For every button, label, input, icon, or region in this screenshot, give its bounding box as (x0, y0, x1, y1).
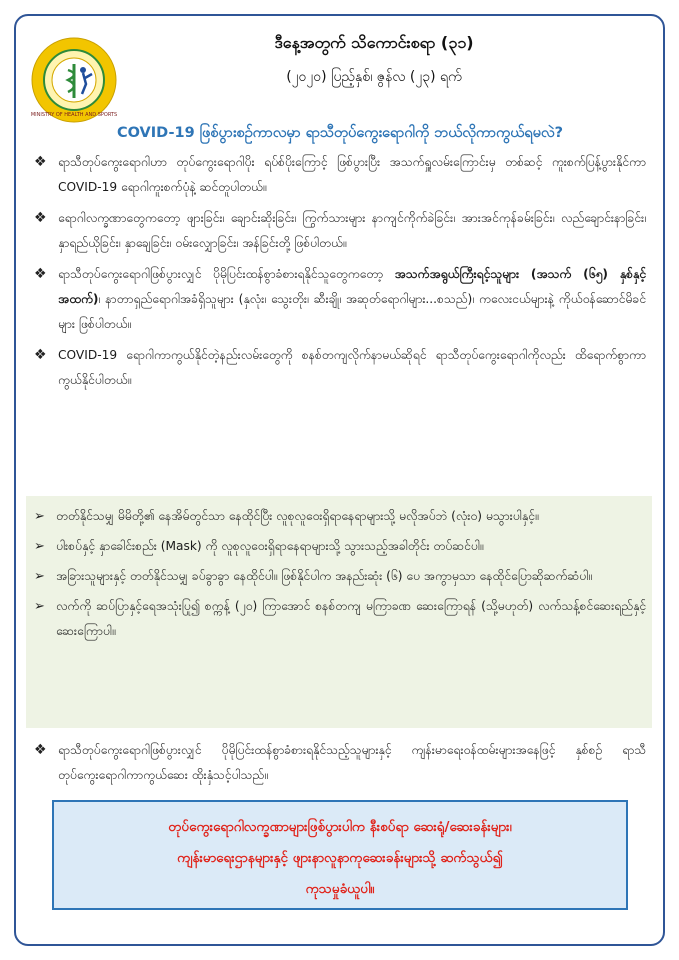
arrow-bullet-icon: ➢ (34, 539, 45, 554)
diamond-bullet-icon: ❖ (34, 266, 47, 282)
callout-line: ကျန်းမာရေးဌာနများနှင့် ဖျားနာလူနာကုဆေးခန်းများသို့ ဆက်သွယ်၍ (177, 850, 503, 866)
prevention-point (34, 534, 646, 559)
info-point-text: ရောဂါလက္ခဏာတွေကတော့ ဖျားခြင်း၊ ချောင်းဆိုးခြင်း၊ ကြွက်သားများ နာကျင်ကိုက်ခဲခြင်း၊ အားအင်ကုန်ခမ်းခြင်း၊ လည်ချောင်းနာခြင်း၊ နှာရည်ယိုခြင်း၊ နှာချေခြင်း၊ ဝမ်းလျှောခြင်း၊ အန်ခြင်းတို့ ဖြစ်ပါတယ်။ (58, 211, 646, 250)
prevention-section (34, 504, 646, 649)
info-point (34, 343, 646, 393)
prevention-point-text: ပါးစပ်နှင့် နှာခေါင်းစည်း (Mask) ကို လူစုလူဝေးရှိရာနေရာများသို့ သွားသည့်အခါတိုင်း တပ်ဆင်ပါ။ (56, 539, 484, 553)
ministry-logo (30, 36, 118, 124)
prevention-point-text: လက်ကို ဆပ်ပြာနှင့်ရေအသုံးပြု၍ စက္ကန့် (၂၀) ကြာအောင် စနစ်တကျ မကြာခဏ ဆေးကြောရန် (သို့မဟုတ်) လက်သန့်စင်ဆေးရည်နှင့် ဆေးကြောပါ။ (56, 599, 646, 638)
prevention-point-text: တတ်နိုင်သမျှ မိမိတို့၏ နေအိမ်တွင်သာ နေထိုင်ပြီး လူစုလူဝေးရှိရာနေရာများသို့ မလိုအပ်ဘဲ (လုံးဝ) မသွားပါနှင့်။ (56, 509, 539, 523)
arrow-bullet-icon: ➢ (34, 599, 45, 614)
arrow-bullet-icon: ➢ (34, 509, 45, 524)
issue-date: (၂၀၂၀) ပြည့်နှစ်၊ ဇွန်လ (၂၃) ရက် (286, 69, 462, 85)
info-point (34, 206, 646, 256)
arrow-bullet-icon: ➢ (34, 569, 45, 584)
prevention-point (34, 594, 646, 644)
page-title: ဒီနေ့အတွက် သိကောင်းစရာ (၃၁) (274, 33, 474, 52)
header (124, 30, 624, 90)
info-point (34, 262, 646, 337)
prevention-point (34, 564, 646, 589)
diamond-bullet-icon: ❖ (34, 742, 47, 758)
vaccine-point (34, 738, 646, 788)
info-point (34, 150, 646, 200)
page-subtitle: COVID-19 ဖြစ်ပွားစဉ်ကာလမှာ ရာသီတုပ်ကွေးရောဂါကို ဘယ်လိုကာကွယ်ရမလဲ? (116, 125, 564, 141)
logo-ring-text: MINISTRY OF HEALTH AND SPORTS (30, 112, 118, 118)
prevention-point (34, 504, 646, 529)
prevention-point-text: အခြားသူများနှင့် တတ်နိုင်သမျှ ခပ်ခွာခွာ နေထိုင်ပါ။ ဖြစ်နိုင်ပါက အနည်းဆုံး (၆) ပေ အကွာမှသာ နေထိုင်ပြောဆိုဆက်ဆံပါ။ (56, 569, 592, 583)
info-point-text: COVID-19 ရောဂါကာကွယ်နိုင်တဲ့နည်းလမ်းတွေကို စနစ်တကျလိုက်နာမယ်ဆိုရင် ရာသီတုပ်ကွေးရောဂါကိုလည်း ထိရောက်စွာကာကွယ်နိုင်ပါတယ်။ (58, 348, 646, 387)
diamond-bullet-icon: ❖ (34, 347, 47, 363)
diamond-bullet-icon: ❖ (34, 210, 47, 226)
high-risk-emphasis: အသက်အရွယ်ကြီးရင့်သူများ (အသက် (၆၅) နှစ်နှင့် အထက်) (58, 267, 646, 306)
vaccine-section (34, 738, 646, 794)
alert-callout-box (52, 800, 628, 910)
callout-line: တုပ်ကွေးရောဂါလက္ခဏာများဖြစ်ပွားပါက နီးစပ်ရာ ဆေးရုံ/ဆေးခန်းများ၊ (168, 819, 512, 835)
vaccine-point-text: ရာသီတုပ်ကွေးရောဂါဖြစ်ပွားလျှင် ပိုမိုပြင်းထန်စွာခံစားရနိုင်သည့်သူများနှင့် ကျန်းမာရေးဝန်ထမ်းများအနေဖြင့် နှစ်စဉ် ရာသီတုပ်ကွေးရောဂါကာကွယ်ဆေး ထိုးနှံသင့်ပါသည်။ (58, 743, 646, 782)
diamond-bullet-icon: ❖ (34, 154, 47, 170)
info-point-text: ရာသီတုပ်ကွေးရောဂါဖြစ်ပွားလျှင် ပိုမိုပြင်းထန်စွာခံစားရနိုင်သူတွေကတော့ အသက်အရွယ်ကြီးရင့်သူများ (အသက် (၆၅) နှစ်နှင့် အထက်)၊ နာတာရှည်ရောဂါအခံရှိသူများ (နှလုံး၊ သွေးတိုး၊ ဆီးချို၊ အဆုတ်ရောဂါများ...စသည်)၊ ကလေးငယ်များနဲ့ ကိုယ်ဝန်ဆောင်မိခင်များ ဖြစ်ပါတယ်။ (58, 267, 646, 331)
info-point-text: ရာသီတုပ်ကွေးရောဂါဟာ တုပ်ကွေးရောဂါပိုး ရပ်စ်ပိုးကြောင့် ဖြစ်ပွားပြီး အသက်ရှူလမ်းကြောင်းမှ တစ်ဆင့် ကူးစက်ပြန့်ပွားနိုင်ကာ COVID-19 ရောဂါကူးစက်ပုံနဲ့ ဆင်တူပါတယ်။ (58, 155, 646, 194)
callout-line: ကုသမှုခံယူပါ။ (305, 881, 375, 897)
logo-figure-head (80, 67, 86, 73)
info-section (34, 150, 646, 399)
